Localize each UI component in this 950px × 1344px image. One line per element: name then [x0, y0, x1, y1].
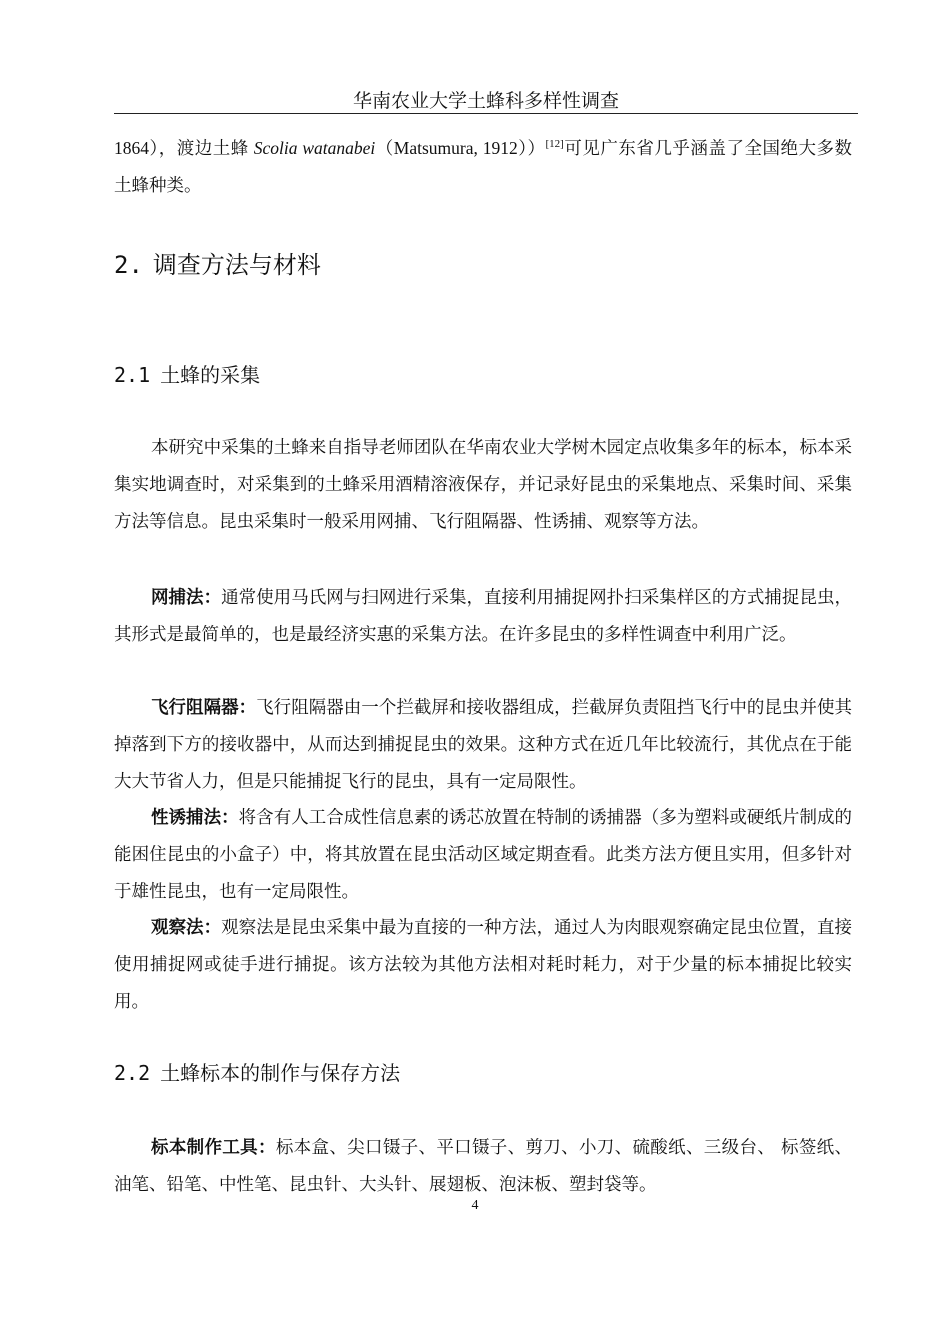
- section-number: 2.: [114, 251, 143, 279]
- method-paragraph-observation: [114, 910, 852, 1021]
- species-author: （Matsumura, 1912））: [375, 138, 546, 158]
- intro-text-lead: 1864），渡边土蜂: [114, 138, 254, 158]
- method-term: 网捕法：: [151, 588, 222, 608]
- citation-ref: [12]: [545, 138, 564, 150]
- method-paragraph-flight-trap: [114, 690, 852, 801]
- method-text: 通常使用马氏网与扫网进行采集，直接利用捕捉网扑扫采集样区的方式捕捉昆虫，其形式是最简单的，也是最经济实惠的采集方法。在许多昆虫的多样性调查中利用广泛。: [114, 588, 853, 645]
- tools-text: 标本盒、尖口镊子、平口镊子、剪刀、小刀、硫酸纸、三级台、 标签纸、油笔、铅笔、中性笔、昆虫针、大头针、展翅板、泡沫板、塑封袋等。: [114, 1138, 853, 1195]
- intro-paragraph: [114, 130, 852, 205]
- subsection-title: 土蜂标本的制作与保存方法: [160, 1061, 401, 1085]
- method-text: 将含有人工合成性信息素的诱芯放置在特制的诱捕器（多为塑料或硬纸片制成的能困住昆虫的小盒子）中，将其放置在昆虫活动区域定期查看。此类方法方便且实用，但多针对于雄性昆虫，也有一定局限性。: [114, 808, 853, 902]
- subsection-heading-2-1: [114, 360, 260, 390]
- method-paragraph-pheromone: [114, 800, 852, 911]
- page-number: 4: [471, 1198, 479, 1213]
- method-term: 性诱捕法：: [151, 808, 239, 828]
- section-heading-2: [114, 248, 321, 282]
- running-header-title: 华南农业大学土蜂科多样性调查: [352, 90, 619, 112]
- subsection-title: 土蜂的采集: [160, 363, 261, 387]
- method-text: 飞行阻隔器由一个拦截屏和接收器组成，拦截屏负责阻挡飞行中的昆虫并使其掉落到下方的接收器中，从而达到捕捉昆虫的效果。这种方式在近几年比较流行，其优点在于能大大节省人力，但是只能捕捉飞行的昆虫，具有一定局限性。: [114, 698, 852, 792]
- method-paragraph-net: [114, 580, 852, 654]
- subsection-heading-2-2: [114, 1058, 400, 1088]
- collection-paragraph: 本研究中采集的土蜂来自指导老师团队在华南农业大学树木园定点收集多年的标本，标本采集实地调查时，对采集到的土蜂采用酒精溶液保存，并记录好昆虫的采集地点、采集时间、采集方法等信息。昆虫采集时一般采用网捕、飞行阻隔器、性诱捕、观察等方法。: [114, 438, 852, 532]
- method-term: 观察法：: [151, 918, 222, 938]
- tools-paragraph: [114, 1130, 852, 1204]
- tools-term: 标本制作工具：: [151, 1138, 276, 1158]
- method-text: 观察法是昆虫采集中最为直接的一种方法，通过人为肉眼观察确定昆虫位置，直接使用捕捉网或徒手进行捕捉。该方法较为其他方法相对耗时耗力，对于少量的标本捕捉比较实用。: [114, 918, 853, 1012]
- header-rule: [114, 113, 858, 114]
- intro-text-rest: 可见广东省几乎涵盖了全国绝大多数土蜂种类。: [114, 139, 852, 196]
- subsection-number: 2.1: [114, 363, 151, 387]
- method-term: 飞行阻隔器：: [151, 698, 257, 718]
- subsection-number: 2.2: [114, 1061, 151, 1085]
- section-title: 调查方法与材料: [152, 251, 321, 279]
- species-name: Scolia watanabei: [253, 138, 376, 158]
